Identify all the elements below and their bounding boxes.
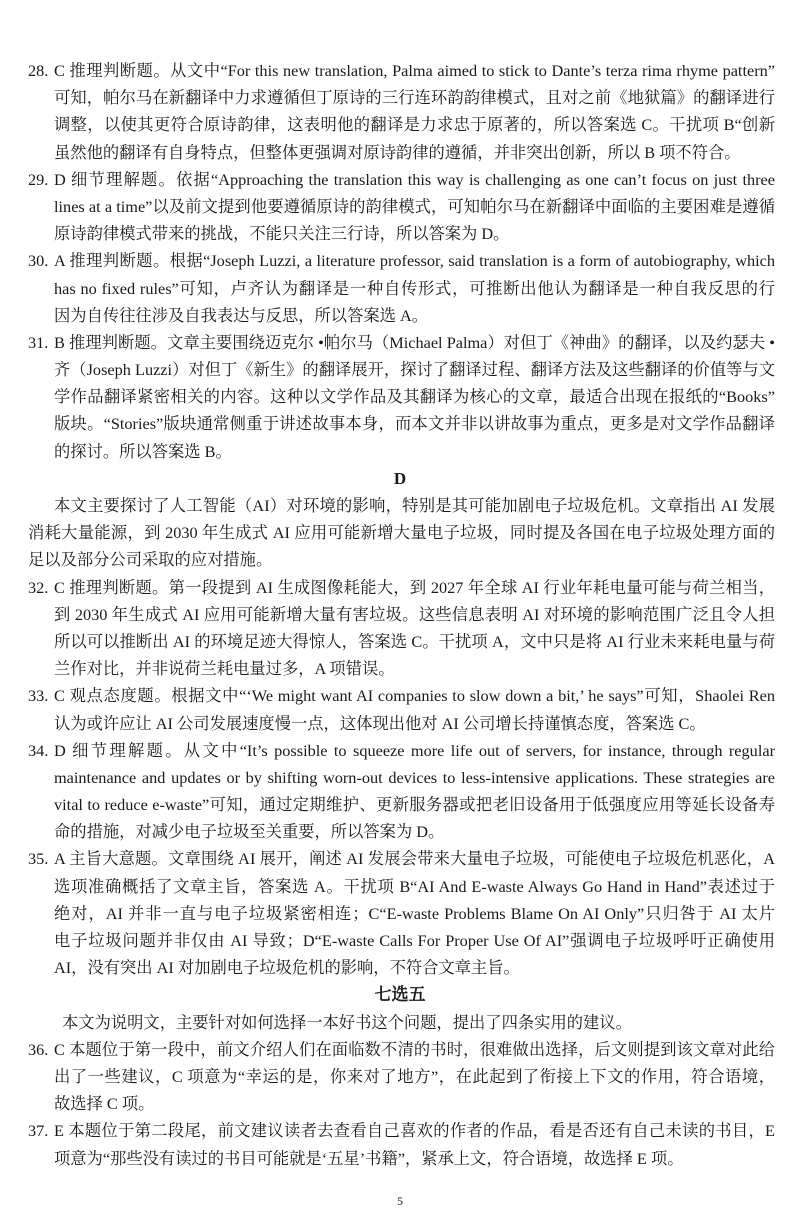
answer-item <box>0 57 800 166</box>
answer-item <box>0 845 800 981</box>
text-line: B 推理判断题。文章主要围绕迈克尔 •帕尔马（Michael Palma）对但丁《神曲》的翻译，以及约瑟夫 • <box>54 332 775 352</box>
question-number: 33. <box>28 686 49 706</box>
question-number: 34. <box>28 740 49 760</box>
text-line: 可知，帕尔马在新翻译中力求遵循但丁原诗的三行连环韵韵律模式，且对之前《地狱篇》的翻译进行 <box>54 88 775 108</box>
answer-item <box>0 574 800 683</box>
text-line: 出了一些建议，C 项意为“幸运的是，你来对了地方”，在此起到了衔接上下文的作用，符合语境， <box>54 1066 775 1086</box>
text-line: lines at a time”以及前文提到他要遵循原诗的韵律模式，可知帕尔马在新翻译中面临的主要困难是遵循 <box>54 196 775 216</box>
text-line: C 推理判断题。从文中“For this new translation, Palma aimed to stick to Dante’s terza rima rhyme pattern” <box>54 61 775 80</box>
answer-item <box>0 166 800 248</box>
answer-item <box>0 682 800 736</box>
text-line: 的探讨。所以答案选 B。 <box>54 441 232 461</box>
question-number: 28. <box>28 61 49 80</box>
text-line: vital to reduce e-waste”可知，通过定期维护、更新服务器或把老旧设备用于低强度应用等延长设备寿 <box>54 795 775 815</box>
text-line: 电子垃圾问题并非仅由 AI 导致；D“E-waste Calls For Proper Use Of AI”强调电子垃圾呼吁正确使用 <box>54 931 775 950</box>
text-line: C 本题位于第一段中，前文介绍人们在面临数不清的书时，很难做出选择，后文则提到该文章对此给 <box>54 1039 775 1059</box>
section-heading: 七选五 <box>374 985 426 1005</box>
summary-paragraph <box>0 1009 800 1036</box>
text-line: 足以及部分公司采取的应对措施。 <box>28 550 273 570</box>
answer-item <box>0 1036 800 1118</box>
text-line: 认为或许应让 AI 公司发展速度慢一点，这体现出他对 AI 公司增长持谨慎态度，答案选 C。 <box>54 713 706 733</box>
answer-item <box>0 1117 800 1171</box>
text-line: AI，没有突出 AI 对加剧电子垃圾危机的影响，不符合文章主旨。 <box>54 958 520 978</box>
text-line: 所以可以推断出 AI 的环境足迹大得惊人，答案选 C。干扰项 A，文中只是将 AI 行业未来耗电量与荷 <box>54 631 775 651</box>
text-line: 命的措施，对减少电子垃圾至关重要，所以答案为 D。 <box>54 822 445 842</box>
text-line: 学作品翻译紧密相关的内容。这种以文学作品及其翻译为核心的文章，最适合出现在报纸的“Books” <box>54 387 775 407</box>
answer-item <box>0 737 800 846</box>
text-line: has no fixed rules”可知，卢齐认为翻译是一种自传形式，可推断出他认为翻译是一种自我反思的行 <box>54 278 775 298</box>
text-line: 绝对，AI 并非一直与电子垃圾紧密相连；C“E-waste Problems Blame On AI Only”只归咎于 AI 太片 <box>54 903 775 923</box>
text-line: 因为自传往往涉及自我表达与反思，所以答案选 A。 <box>54 305 429 325</box>
text-line: C 观点态度题。根据文中“‘We might want AI companies to slow down a bit,’ he says”可知，Shaolei Ren <box>54 686 775 706</box>
text-line: 兰作对比，并非说荷兰耗电量过多，A 项错误。 <box>54 659 395 679</box>
text-line: E 本题位于第二段尾，前文建议读者去查看自己喜欢的作者的作品，看是否还有自己未读的书目，E <box>54 1121 775 1141</box>
question-number: 37. <box>28 1121 49 1141</box>
answer-item <box>0 329 800 465</box>
text-line: 调整，以使其更符合原诗韵律，这表明他的翻译是力求忠于原著的，所以答案选 C。干扰项 B“创新 <box>54 115 775 135</box>
question-number: 36. <box>28 1039 49 1059</box>
text-line: 故选择 C 项。 <box>54 1094 155 1114</box>
text-line: 到 2030 年生成式 AI 应用可能新增大量有害垃圾。这些信息表明 AI 对环境的影响范围广泛且令人担 <box>54 604 775 624</box>
text-line: A 主旨大意题。文章围绕 AI 展开，阐述 AI 发展会带来大量电子垃圾，可能使电子垃圾危机恶化，A <box>54 849 775 869</box>
text-line: D 细节理解题。依据“Approaching the translation this way is challenging as one can’t focus on just three <box>54 169 775 189</box>
text-line: 虽然他的翻译有自身特点，但整体更强调对原诗韵律的遵循，并非突出创新，所以 B 项不符合。 <box>54 142 741 162</box>
text-line: 本文为说明文，主要针对如何选择一本好书这个问题，提出了四条实用的建议。 <box>62 1012 632 1032</box>
text-line: 项意为“那些没有读过的书目可能就是‘五星’书籍”，紧承上文，符合语境，故选择 E 项。 <box>54 1148 684 1168</box>
summary-paragraph <box>0 492 800 574</box>
text-line: 消耗大量能源，到 2030 年生成式 AI 应用可能新增大量电子垃圾，同时提及各国在电子垃圾处理方面的 <box>28 523 775 543</box>
text-line: 原诗韵律模式带来的挑战，不能只关注三行诗，所以答案为 D。 <box>54 224 510 244</box>
section-heading: D <box>393 468 407 488</box>
text-line: 本文主要探讨了人工智能（AI）对环境的影响，特别是其可能加剧电子垃圾危机。文章指出 AI 发展 <box>54 496 775 515</box>
answer-key-document <box>0 57 800 1172</box>
text-line: D 细节理解题。从文中“It’s possible to squeeze more life out of servers, for instance, through regular <box>54 740 775 760</box>
text-line: C 推理判断题。第一段提到 AI 生成图像耗能大，到 2027 年全球 AI 行业年耗电量可能与荷兰相当， <box>54 577 775 597</box>
answer-item <box>0 247 800 329</box>
text-line: 选项准确概括了文章主旨，答案选 A。干扰项 B“AI And E-waste Always Go Hand in Hand”表述过于 <box>54 876 775 896</box>
text-line: 齐（Joseph Luzzi）对但丁《新生》的翻译展开，探讨了翻译过程、翻译方法及这些翻译的价值等与文 <box>54 360 775 380</box>
question-number: 30. <box>28 251 49 271</box>
question-number: 32. <box>28 577 49 597</box>
question-number: 29. <box>28 169 49 189</box>
text-line: maintenance and updates or by shifting worn-out devices to less-intensive applications. These strategies are <box>54 767 775 787</box>
text-line: 版块。“Stories”版块通常侧重于讲述故事本身，而本文并非以讲故事为重点，更多是对文学作品翻译 <box>54 414 775 434</box>
text-line: A 推理判断题。根据“Joseph Luzzi, a literature professor, said translation is a form of autobiography, which <box>54 251 775 271</box>
page-number: 5 <box>397 1194 403 1208</box>
question-number: 35. <box>28 849 49 869</box>
question-number: 31. <box>28 332 49 352</box>
